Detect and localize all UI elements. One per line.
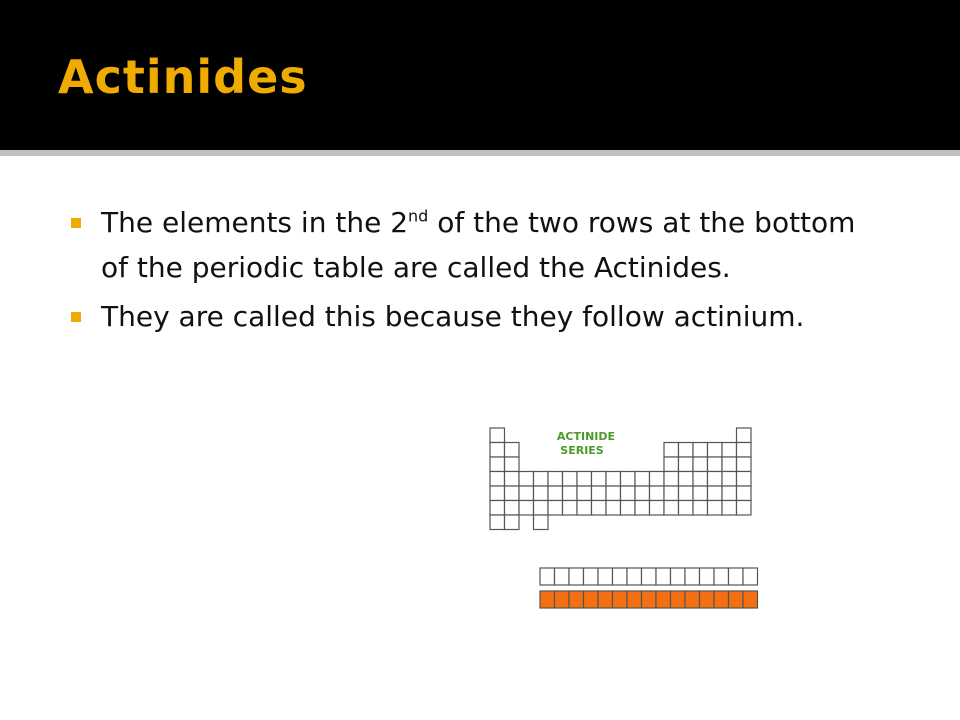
lanthanide-cell [540, 568, 555, 585]
element-cell [490, 443, 505, 458]
lanthanide-cell [656, 568, 671, 585]
element-cell [693, 486, 708, 501]
element-cell [664, 457, 679, 472]
element-cell [737, 428, 752, 443]
lanthanide-cell [613, 568, 628, 585]
element-cell [664, 501, 679, 516]
element-cell [606, 486, 621, 501]
lanthanide-cell [569, 568, 584, 585]
bullet-square-icon [71, 312, 81, 322]
lanthanide-cell [642, 568, 657, 585]
element-cell [737, 501, 752, 516]
actinide-cell [598, 591, 613, 608]
element-cell [708, 472, 723, 487]
lanthanide-cell [627, 568, 642, 585]
element-cell [534, 501, 549, 516]
element-cell [635, 486, 650, 501]
element-cell [577, 486, 592, 501]
element-cell [679, 486, 694, 501]
element-cell [548, 501, 563, 516]
lanthanide-cell [555, 568, 570, 585]
bullet-superscript: nd [408, 206, 429, 226]
element-cell [708, 443, 723, 458]
lanthanide-cell [700, 568, 715, 585]
actinide-cell [613, 591, 628, 608]
element-cell [650, 472, 665, 487]
element-cell [708, 486, 723, 501]
element-cell [534, 486, 549, 501]
actinide-row [540, 591, 758, 608]
lanthanide-cell [714, 568, 729, 585]
element-cell [577, 472, 592, 487]
element-cell [737, 443, 752, 458]
element-cell [635, 472, 650, 487]
element-cell [577, 501, 592, 516]
element-cell [606, 472, 621, 487]
element-cell [534, 472, 549, 487]
bullet-text: They are called this because they follow actinium. [101, 300, 805, 333]
lanthanide-cell [598, 568, 613, 585]
element-cell [563, 501, 578, 516]
actinide-cell [642, 591, 657, 608]
actinide-cell [569, 591, 584, 608]
actinide-cell [743, 591, 758, 608]
element-cell [693, 501, 708, 516]
actinide-cell [671, 591, 686, 608]
element-cell [664, 472, 679, 487]
element-cell [664, 486, 679, 501]
element-cell [722, 457, 737, 472]
element-cell [621, 501, 636, 516]
element-cell [534, 515, 549, 530]
element-cell [592, 486, 607, 501]
element-cell [679, 501, 694, 516]
element-cell [505, 486, 520, 501]
bullet-item [0, 200, 900, 290]
element-cell [635, 501, 650, 516]
element-cell [519, 501, 534, 516]
title-bar [0, 0, 960, 156]
slide-title: Actinides [58, 50, 308, 104]
element-cell [490, 501, 505, 516]
lanthanide-cell [743, 568, 758, 585]
element-cell [563, 486, 578, 501]
element-cell [708, 501, 723, 516]
actinide-cell [540, 591, 555, 608]
actinide-cell [627, 591, 642, 608]
element-cell [490, 515, 505, 530]
element-cell [650, 501, 665, 516]
bullet-text-continued: of the two rows at the bottom of the periodic table are called the Actinides. [101, 206, 856, 284]
element-cell [708, 457, 723, 472]
element-cell [505, 501, 520, 516]
element-cell [621, 472, 636, 487]
element-cell [737, 457, 752, 472]
element-cell [722, 486, 737, 501]
element-cell [679, 472, 694, 487]
element-cell [621, 486, 636, 501]
element-cell [664, 443, 679, 458]
bullet-item [0, 294, 900, 339]
element-cell [592, 501, 607, 516]
element-cell [505, 443, 520, 458]
element-cell [490, 486, 505, 501]
element-cell [592, 472, 607, 487]
figure-label-line-2: SERIES [560, 444, 604, 457]
figure-label-line-1: ACTINIDE [556, 430, 616, 443]
actinide-cell [685, 591, 700, 608]
element-cell [722, 501, 737, 516]
element-cell [693, 457, 708, 472]
lanthanide-row [540, 568, 758, 585]
bullet-list [0, 200, 900, 343]
element-cell [606, 501, 621, 516]
lanthanide-cell [584, 568, 599, 585]
actinide-cell [656, 591, 671, 608]
element-cell [505, 457, 520, 472]
element-cell [519, 486, 534, 501]
actinide-cell [555, 591, 570, 608]
element-cell [505, 515, 520, 530]
element-cell [490, 472, 505, 487]
element-cell [693, 443, 708, 458]
element-cell [490, 457, 505, 472]
bullet-square-icon [71, 218, 81, 228]
element-cell [505, 472, 520, 487]
element-cell [679, 443, 694, 458]
element-cell [693, 472, 708, 487]
element-cell [650, 486, 665, 501]
element-cell [679, 457, 694, 472]
lanthanide-cell [685, 568, 700, 585]
actinide-cell [584, 591, 599, 608]
element-cell [519, 472, 534, 487]
bullet-text: The elements in the 2 [101, 206, 409, 239]
actinide-cell [729, 591, 744, 608]
actinide-cell [714, 591, 729, 608]
element-cell [490, 428, 505, 443]
element-cell [737, 486, 752, 501]
element-cell [722, 472, 737, 487]
element-cell [563, 472, 578, 487]
element-cell [548, 472, 563, 487]
lanthanide-cell [729, 568, 744, 585]
element-cell [737, 472, 752, 487]
element-cell [548, 486, 563, 501]
element-cell [722, 443, 737, 458]
periodic-table-grid [490, 428, 751, 530]
actinide-cell [700, 591, 715, 608]
periodic-table-image [486, 424, 762, 614]
lanthanide-cell [671, 568, 686, 585]
